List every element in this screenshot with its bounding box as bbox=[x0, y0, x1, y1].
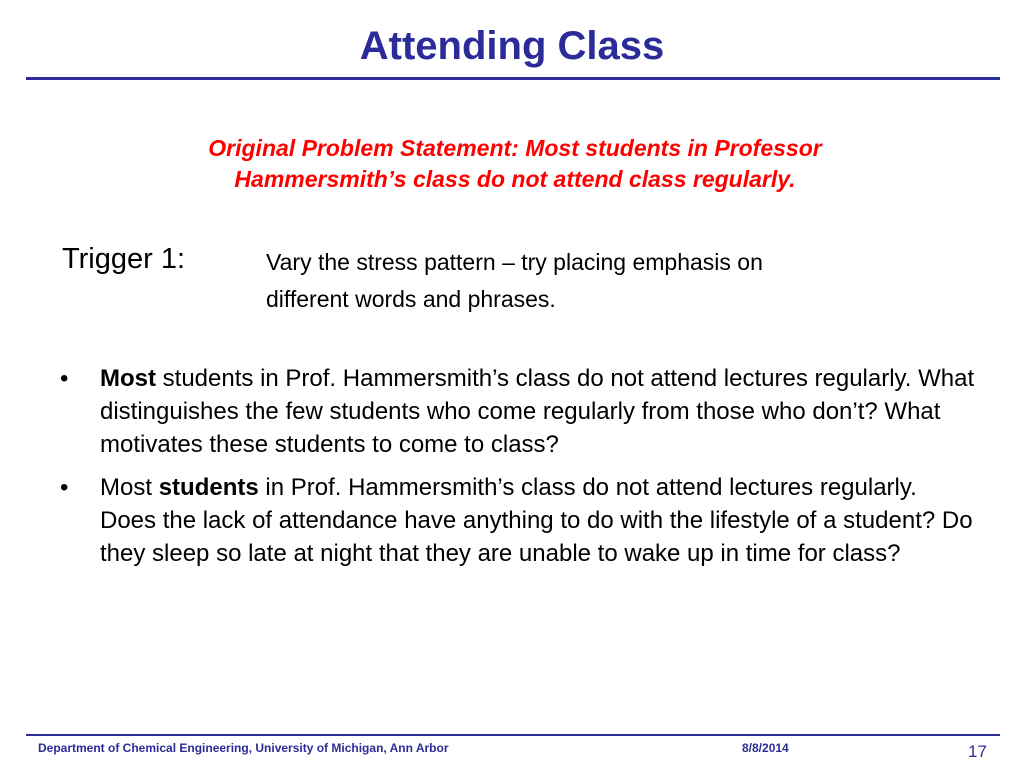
emphasis-word: students bbox=[158, 474, 259, 501]
bullet-list bbox=[56, 362, 976, 580]
title-divider bbox=[26, 77, 1000, 80]
trigger-text bbox=[266, 244, 926, 318]
footer-divider bbox=[26, 734, 1000, 736]
footer-date: 8/8/2014 bbox=[742, 741, 789, 755]
problem-statement-line1: Original Problem Statement: Most students in Professor bbox=[208, 135, 822, 161]
bullet-item-most bbox=[56, 362, 976, 461]
trigger-text-line2: different words and phrases. bbox=[266, 286, 556, 312]
slide-title: Attending Class bbox=[359, 24, 665, 68]
bullet-text-lead: Most bbox=[100, 474, 159, 501]
emphasis-word: Most bbox=[100, 365, 156, 392]
problem-statement-line2: Hammersmith’s class do not attend class regularly. bbox=[234, 166, 796, 192]
bullet-marker: • bbox=[60, 474, 69, 501]
trigger-label: Trigger 1: bbox=[62, 243, 186, 275]
bullet-marker: • bbox=[60, 365, 69, 392]
bullet-text: students in Prof. Hammersmith’s class do not attend lectures regularly. What distinguishes the few students who come regularly from those who don’t? What motivates these students to come to class? bbox=[100, 365, 975, 458]
bullet-text: in Prof. Hammersmith’s class do not attend lectures regularly. Does the lack of attendance have anything to do with the lifestyle of a student? Do they sleep so late at night that they are unable to wake up in time for class? bbox=[100, 474, 973, 567]
bullet-item-students bbox=[56, 471, 976, 570]
page-number: 17 bbox=[968, 742, 987, 761]
problem-statement bbox=[100, 133, 930, 195]
trigger-text-line1: Vary the stress pattern – try placing emphasis on bbox=[266, 249, 763, 275]
footer-department: Department of Chemical Engineering, University of Michigan, Ann Arbor bbox=[38, 741, 449, 755]
